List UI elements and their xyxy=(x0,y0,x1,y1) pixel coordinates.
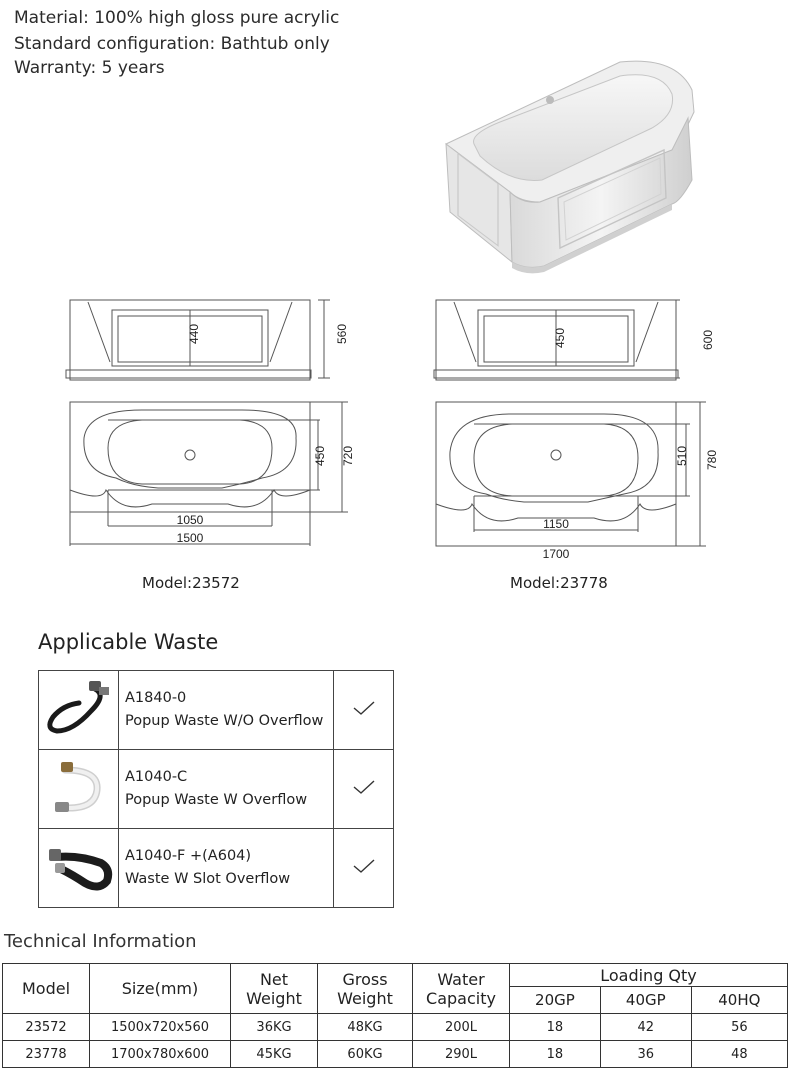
dim-length-total: 1500 xyxy=(176,531,204,545)
col-size-header: Size(mm) xyxy=(90,964,231,1014)
black-hose-popup-waste-icon xyxy=(39,671,118,745)
col-loading-qty-header: Loading Qty xyxy=(510,964,788,987)
table-row xyxy=(3,1041,788,1068)
cell-water: 200L xyxy=(413,1014,510,1041)
col-40hq-header: 40HQ xyxy=(691,987,787,1014)
waste-code: A1840-0 xyxy=(125,690,187,706)
waste-table xyxy=(38,670,394,908)
cell-size: 1700x780x600 xyxy=(90,1041,231,1068)
configuration-spec: Standard configuration: Bathtub only xyxy=(14,34,330,54)
dim-width-inner: 510 xyxy=(675,445,689,467)
col-20gp-header: 20GP xyxy=(510,987,601,1014)
dim-length-total: 1700 xyxy=(542,547,570,561)
dim-length-inner: 1150 xyxy=(543,517,569,531)
waste-row xyxy=(39,671,394,750)
black-flat-slot-waste-icon xyxy=(39,829,118,903)
waste-code: A1040-C xyxy=(125,769,188,785)
model-label-23778: Model:23778 xyxy=(510,574,608,592)
dim-width-inner: 450 xyxy=(313,445,327,467)
cell-net: 45KG xyxy=(231,1041,318,1068)
technical-table xyxy=(2,963,788,1068)
cell-gross: 48KG xyxy=(318,1014,413,1041)
material-spec: Material: 100% high gloss pure acrylic xyxy=(14,8,340,28)
col-net-weight-header: Net Weight xyxy=(231,964,318,1014)
waste-name: Popup Waste W/O Overflow xyxy=(125,713,324,729)
waste-row xyxy=(39,829,394,908)
cell-water: 290L xyxy=(413,1041,510,1068)
technical-info-title: Technical Information xyxy=(4,931,197,952)
dim-height-total: 600 xyxy=(701,329,715,351)
dim-height-inner: 440 xyxy=(187,323,201,345)
cell-40hq: 56 xyxy=(691,1014,787,1041)
bathtub-product-image xyxy=(440,52,700,274)
cell-model: 23572 xyxy=(3,1014,90,1041)
table-row xyxy=(3,1014,788,1041)
dim-width-total: 780 xyxy=(705,449,719,471)
cell-20gp: 18 xyxy=(510,1014,601,1041)
waste-name: Popup Waste W Overflow xyxy=(125,792,308,808)
checkmark-icon xyxy=(350,777,378,797)
cell-model: 23778 xyxy=(3,1041,90,1068)
dim-height-inner: 450 xyxy=(553,327,567,349)
col-40gp-header: 40GP xyxy=(600,987,691,1014)
cell-40hq: 48 xyxy=(691,1041,787,1068)
model-label-23572: Model:23572 xyxy=(142,574,240,592)
waste-row xyxy=(39,750,394,829)
drawing-23572 xyxy=(62,292,362,554)
white-hose-overflow-waste-icon xyxy=(39,750,118,824)
applicable-waste-title: Applicable Waste xyxy=(38,630,219,654)
warranty-spec: Warranty: 5 years xyxy=(14,58,165,78)
col-water-capacity-header: Water Capacity xyxy=(413,964,510,1014)
drawing-23778 xyxy=(428,292,728,564)
waste-name: Waste W Slot Overflow xyxy=(125,871,291,887)
cell-40gp: 36 xyxy=(600,1041,691,1068)
checkmark-icon xyxy=(350,698,378,718)
cell-net: 36KG xyxy=(231,1014,318,1041)
cell-size: 1500x720x560 xyxy=(90,1014,231,1041)
dim-height-total: 560 xyxy=(335,323,349,345)
cell-40gp: 42 xyxy=(600,1014,691,1041)
cell-20gp: 18 xyxy=(510,1041,601,1068)
cell-gross: 60KG xyxy=(318,1041,413,1068)
checkmark-icon xyxy=(350,856,378,876)
col-gross-weight-header: Gross Weight xyxy=(318,964,413,1014)
dim-length-inner: 1050 xyxy=(176,513,204,527)
col-model-header: Model xyxy=(3,964,90,1014)
dim-width-total: 720 xyxy=(341,445,355,467)
waste-code: A1040-F +(A604) xyxy=(125,848,252,864)
